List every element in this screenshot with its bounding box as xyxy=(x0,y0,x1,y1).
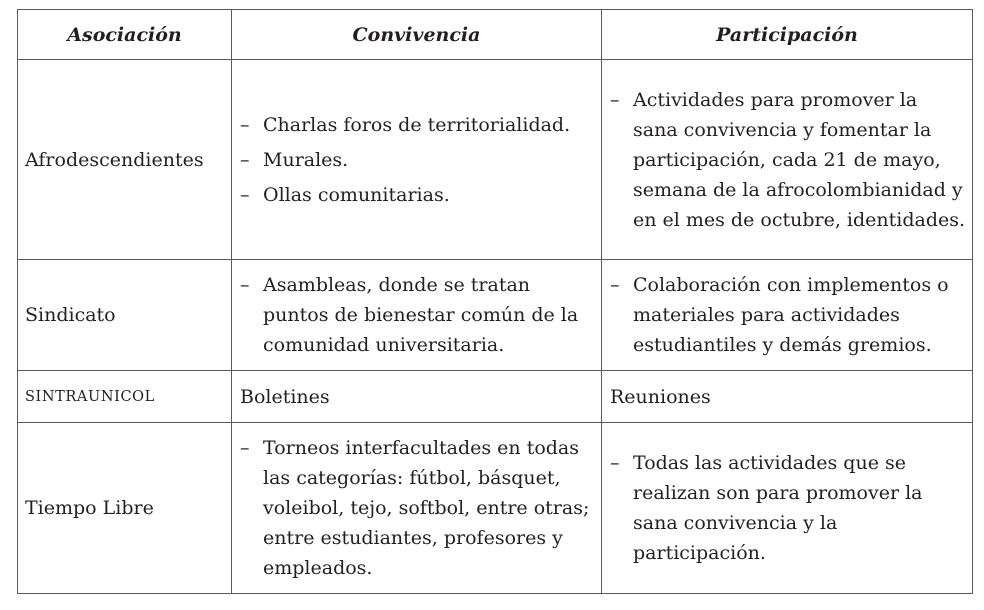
table-row xyxy=(18,371,973,423)
dash-bullet: – xyxy=(610,452,620,474)
convivencia-list xyxy=(240,270,595,360)
header-participacion: Participación xyxy=(602,10,973,60)
convivencia-cell xyxy=(232,60,602,260)
list-item: – Charlas foros de territorialidad. xyxy=(240,110,595,140)
convivencia-list xyxy=(240,433,595,583)
participacion-list xyxy=(610,85,966,235)
participacion-list xyxy=(610,448,966,568)
table-row xyxy=(18,423,973,594)
convivencia-list xyxy=(240,110,595,210)
header-asociacion: Asociación xyxy=(18,10,232,60)
dash-bullet: – xyxy=(610,274,620,296)
association-cell: Sindicato xyxy=(18,260,232,371)
dash-bullet: – xyxy=(610,88,620,111)
association-cell: SINTRAUNICOL xyxy=(18,371,232,423)
list-item: – Ollas comunitarias. xyxy=(240,180,595,210)
dash-bullet: – xyxy=(240,148,250,171)
dash-bullet: – xyxy=(240,113,250,136)
dash-bullet: – xyxy=(240,274,250,296)
participacion-list xyxy=(610,270,966,360)
header-convivencia: Convivencia xyxy=(232,10,602,60)
list-item: – Colaboración con implementos o materiales para actividades estudiantiles y demás gremios. xyxy=(610,270,966,360)
list-item: – Asambleas, donde se tratan puntos de bienestar común de la comunidad universitaria. xyxy=(240,270,595,360)
convivencia-cell xyxy=(232,260,602,371)
participacion-cell xyxy=(602,423,973,594)
association-cell: Afrodescendientes xyxy=(18,60,232,260)
dash-bullet: – xyxy=(240,183,250,206)
table-header-row xyxy=(18,10,973,60)
table-row xyxy=(18,260,973,371)
association-cell: Tiempo Libre xyxy=(18,423,232,594)
dash-bullet: – xyxy=(240,437,250,459)
convivencia-cell: Boletines xyxy=(232,371,602,423)
list-item: – Torneos interfacultades en todas las categorías: fútbol, básquet, voleibol, tejo, softbol, entre otras; entre estudiantes, profesores y empleados. xyxy=(240,433,595,583)
participacion-cell: Reuniones xyxy=(602,371,973,423)
participacion-cell xyxy=(602,60,973,260)
convivencia-cell xyxy=(232,423,602,594)
list-item: – Murales. xyxy=(240,145,595,175)
associations-table xyxy=(17,9,973,594)
list-item: – Todas las actividades que se realizan son para promover la sana convivencia y la participación. xyxy=(610,448,966,568)
list-item: – Actividades para promover la sana convivencia y fomentar la participación, cada 21 de mayo, semana de la afrocolombianidad y en el mes de octubre, identidades. xyxy=(610,85,966,235)
participacion-cell xyxy=(602,260,973,371)
table-row xyxy=(18,60,973,260)
